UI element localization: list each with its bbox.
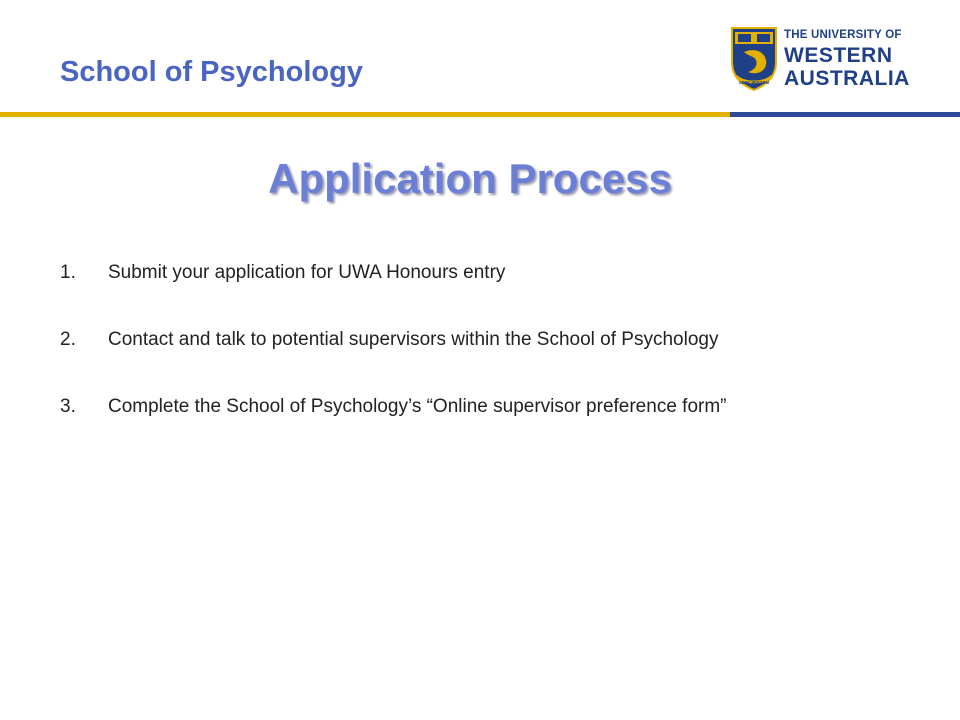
uwa-logo (730, 26, 910, 98)
uwa-crest-icon (730, 26, 778, 92)
step-number: 2. (60, 329, 76, 350)
school-title: School of Psychology (60, 56, 363, 88)
list-item (60, 258, 900, 288)
step-number: 3. (60, 396, 76, 417)
list-item (60, 325, 900, 355)
blue-divider (730, 112, 960, 117)
logo-wordmark (784, 30, 910, 89)
logo-line2: WESTERN (784, 43, 893, 67)
step-text: Submit your application for UWA Honours entry (108, 262, 506, 283)
logo-line1: THE UNIVERSITY OF (784, 29, 902, 41)
motto-text: SEEK WISDOM (738, 80, 770, 85)
logo-line3: AUSTRALIA (784, 66, 910, 90)
step-text: Contact and talk to potential supervisors within the School of Psychology (108, 329, 719, 350)
step-number: 1. (60, 262, 76, 283)
gold-divider (0, 112, 730, 117)
steps-list (60, 258, 900, 459)
list-item (60, 392, 900, 422)
slide-title: Application Process (268, 155, 672, 202)
step-text: Complete the School of Psychology’s “Online supervisor preference form” (108, 396, 727, 417)
